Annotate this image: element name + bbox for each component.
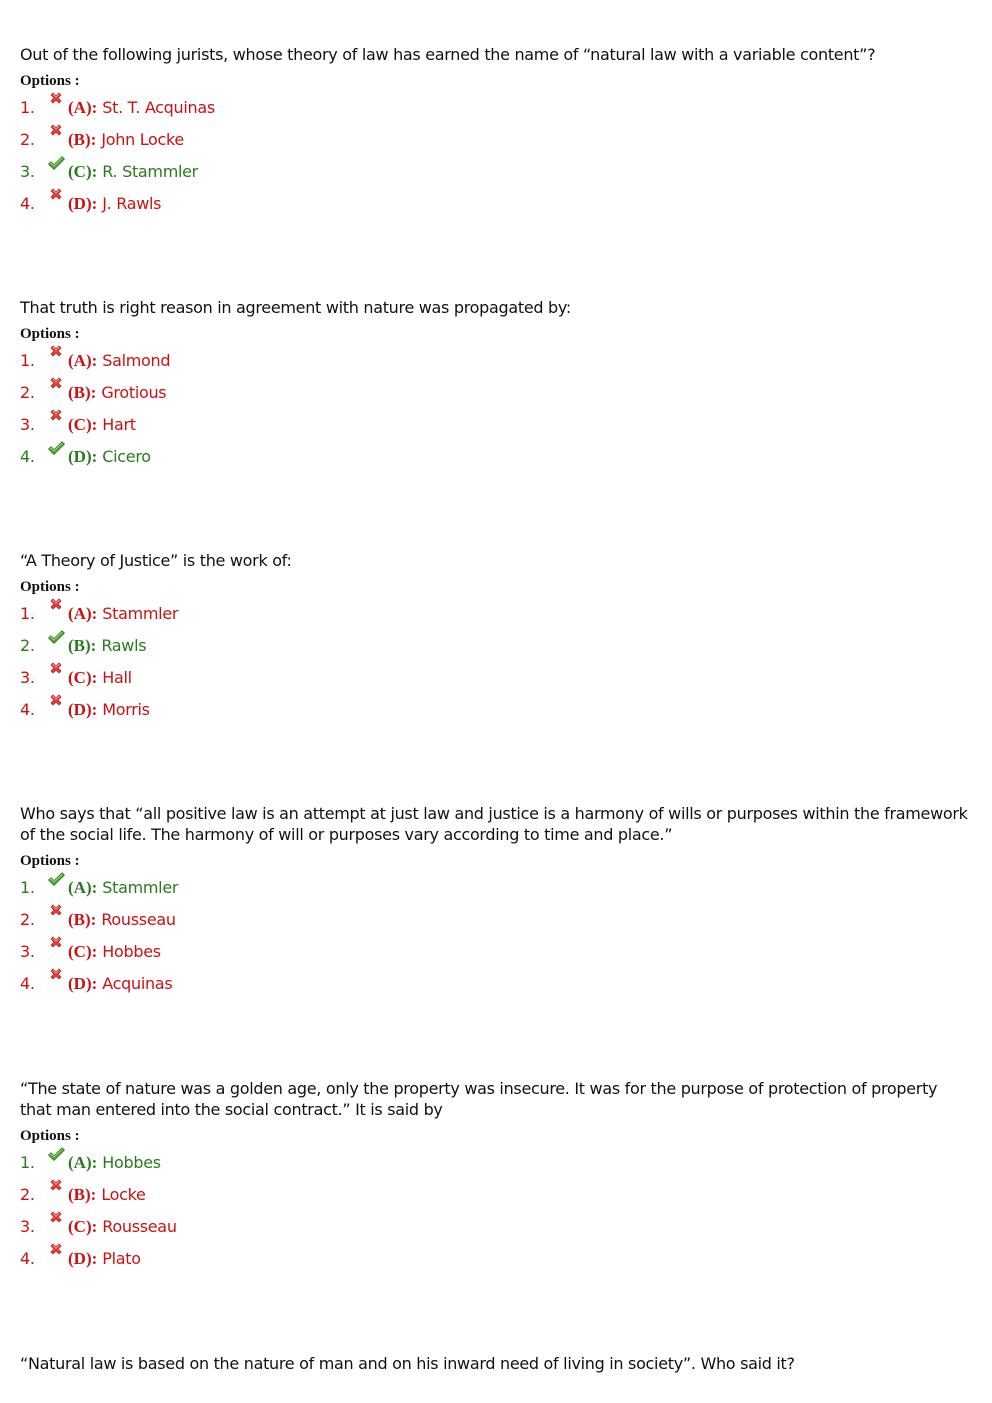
option-text: Hobbes	[102, 942, 161, 961]
option-number: 4.	[20, 974, 35, 993]
option-text: Stammler	[102, 878, 179, 897]
option-number: 1.	[20, 98, 35, 117]
option-text: Rousseau	[102, 1217, 177, 1236]
option-item	[20, 971, 970, 1003]
option-letter: (D):	[68, 1249, 98, 1268]
option-text: Salmond	[102, 351, 171, 370]
cross-icon	[46, 693, 66, 713]
option-number: 3.	[20, 162, 35, 181]
option-item	[20, 127, 970, 159]
option-number: 1.	[20, 351, 35, 370]
check-icon	[46, 1146, 66, 1166]
option-item	[20, 875, 970, 907]
option-number: 4.	[20, 1249, 35, 1268]
option-item	[20, 95, 970, 127]
option-letter: (D):	[68, 194, 98, 213]
cross-icon	[46, 967, 66, 987]
cross-icon	[46, 903, 66, 923]
option-letter: (D):	[68, 974, 98, 993]
option-letter: (A):	[68, 604, 98, 623]
option-item	[20, 191, 970, 223]
cross-icon	[46, 1242, 66, 1262]
option-letter: (A):	[68, 98, 98, 117]
options-label: Options :	[20, 853, 80, 869]
option-item	[20, 907, 970, 939]
option-letter: (B):	[68, 130, 97, 149]
option-letter: (B):	[68, 636, 97, 655]
options-label: Options :	[20, 326, 80, 342]
option-item	[20, 1150, 970, 1182]
option-text: J. Rawls	[102, 194, 162, 213]
option-number: 1.	[20, 604, 35, 623]
options-list	[20, 1150, 970, 1278]
option-item	[20, 380, 970, 412]
options-list	[20, 875, 970, 1003]
option-text: Hall	[102, 668, 132, 687]
option-item	[20, 159, 970, 191]
option-number: 1.	[20, 878, 35, 897]
check-icon	[46, 155, 66, 175]
option-letter: (D):	[68, 447, 98, 466]
option-number: 4.	[20, 700, 35, 719]
options-list	[20, 95, 970, 223]
cross-icon	[46, 91, 66, 111]
cross-icon	[46, 597, 66, 617]
option-text: Rousseau	[101, 910, 176, 929]
option-number: 3.	[20, 942, 35, 961]
option-letter: (C):	[68, 1217, 98, 1236]
option-item	[20, 444, 970, 476]
cross-icon	[46, 344, 66, 364]
check-icon	[46, 440, 66, 460]
options-label: Options :	[20, 579, 80, 595]
question-text: “Natural law is based on the nature of man and on his inward need of living in society”. Who said it?	[20, 1354, 795, 1373]
option-letter: (C):	[68, 668, 98, 687]
question-block	[20, 1078, 970, 1278]
option-item	[20, 697, 970, 729]
option-text: Cicero	[102, 447, 151, 466]
question-text: “A Theory of Justice” is the work of:	[20, 551, 292, 570]
question-text: Who says that “all positive law is an attempt at just law and justice is a harmony of wills or purposes within the framework of the social life. The harmony of will or purposes vary according to time and place.”	[20, 804, 968, 844]
options-list	[20, 348, 970, 476]
option-number: 2.	[20, 910, 35, 929]
option-number: 2.	[20, 636, 35, 655]
question-block	[20, 297, 970, 476]
option-item	[20, 412, 970, 444]
check-icon	[46, 871, 66, 891]
option-number: 4.	[20, 194, 35, 213]
option-number: 1.	[20, 1153, 35, 1172]
option-item	[20, 633, 970, 665]
cross-icon	[46, 376, 66, 396]
cross-icon	[46, 1178, 66, 1198]
option-text: Rawls	[101, 636, 147, 655]
cross-icon	[46, 187, 66, 207]
option-letter: (A):	[68, 878, 98, 897]
question-text: “The state of nature was a golden age, only the property was insecure. It was for the purpose of protection of property that man entered into the social contract.” It is said by	[20, 1079, 938, 1119]
option-letter: (B):	[68, 910, 97, 929]
question-block	[20, 1353, 970, 1374]
option-number: 4.	[20, 447, 35, 466]
question-block	[20, 803, 970, 1003]
option-letter: (A):	[68, 351, 98, 370]
cross-icon	[46, 1210, 66, 1230]
option-item	[20, 665, 970, 697]
option-text: Plato	[102, 1249, 141, 1268]
option-number: 2.	[20, 1185, 35, 1204]
option-text: Hart	[102, 415, 136, 434]
option-letter: (B):	[68, 1185, 97, 1204]
question-text: Out of the following jurists, whose theory of law has earned the name of “natural law with a variable content”?	[20, 45, 876, 64]
option-letter: (C):	[68, 162, 98, 181]
question-block	[20, 550, 970, 729]
question-block	[20, 44, 970, 223]
option-item	[20, 1214, 970, 1246]
option-item	[20, 939, 970, 971]
option-letter: (C):	[68, 415, 98, 434]
option-item	[20, 1246, 970, 1278]
option-text: Stammler	[102, 604, 179, 623]
cross-icon	[46, 935, 66, 955]
options-list	[20, 601, 970, 729]
option-text: Hobbes	[102, 1153, 161, 1172]
option-text: John Locke	[101, 130, 184, 149]
option-number: 3.	[20, 415, 35, 434]
option-number: 3.	[20, 1217, 35, 1236]
option-text: Morris	[102, 700, 150, 719]
option-text: St. T. Acquinas	[102, 98, 215, 117]
option-letter: (D):	[68, 700, 98, 719]
option-number: 3.	[20, 668, 35, 687]
cross-icon	[46, 661, 66, 681]
options-label: Options :	[20, 1128, 80, 1144]
option-text: Locke	[101, 1185, 146, 1204]
option-text: Grotious	[101, 383, 167, 402]
option-text: Acquinas	[102, 974, 173, 993]
option-letter: (C):	[68, 942, 98, 961]
option-text: R. Stammler	[102, 162, 198, 181]
question-text: That truth is right reason in agreement with nature was propagated by:	[20, 298, 571, 317]
option-number: 2.	[20, 130, 35, 149]
option-letter: (A):	[68, 1153, 98, 1172]
option-letter: (B):	[68, 383, 97, 402]
option-number: 2.	[20, 383, 35, 402]
cross-icon	[46, 123, 66, 143]
option-item	[20, 601, 970, 633]
options-label: Options :	[20, 73, 80, 89]
check-icon	[46, 629, 66, 649]
option-item	[20, 1182, 970, 1214]
cross-icon	[46, 408, 66, 428]
option-item	[20, 348, 970, 380]
